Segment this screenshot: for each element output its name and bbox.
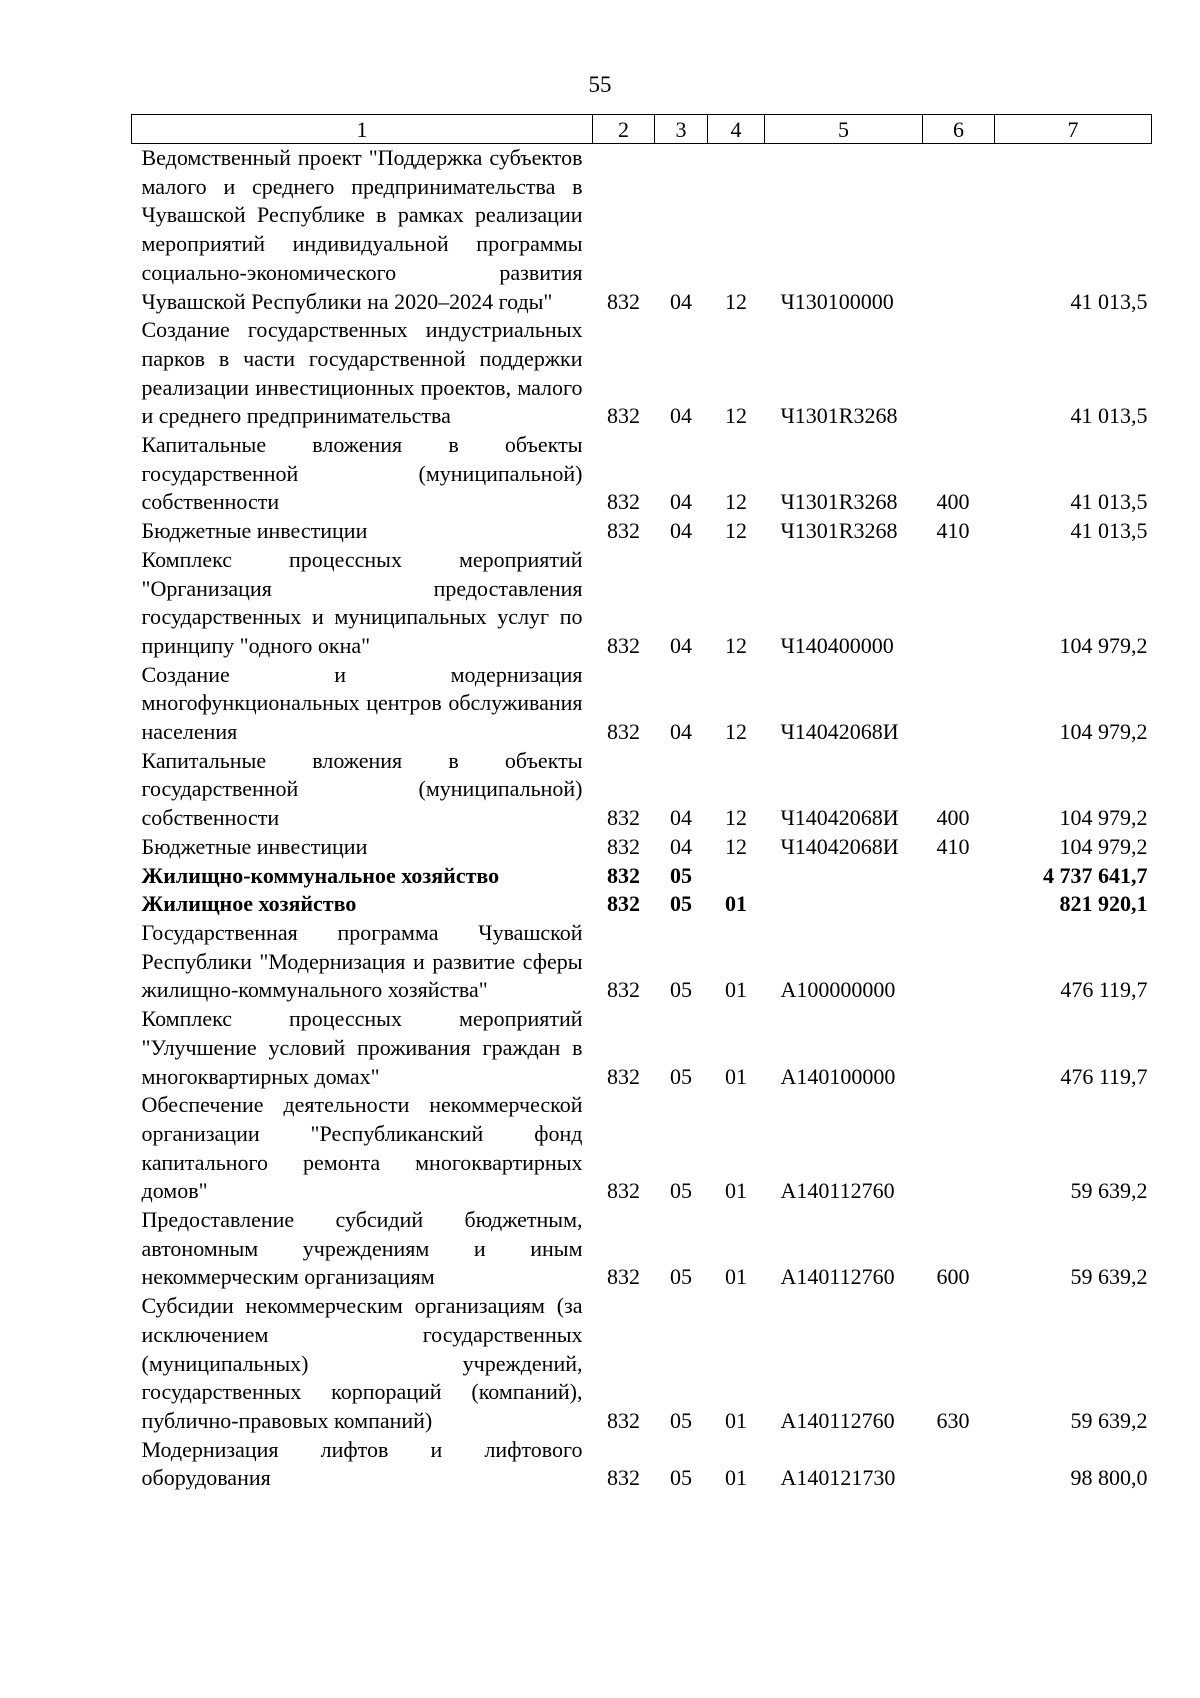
row-grbs-cell: 832 xyxy=(607,1465,640,1491)
row-section-cell: 04 xyxy=(670,833,692,859)
row-grbs-cell: 832 xyxy=(607,719,640,745)
row-subsection-cell: 12 xyxy=(725,632,747,658)
table-row xyxy=(132,661,1152,747)
table-row xyxy=(132,1091,1152,1206)
table-row xyxy=(132,747,1152,833)
row-subsection-cell: 01 xyxy=(725,977,747,1003)
row-section-cell: 04 xyxy=(670,518,692,544)
row-grbs-cell: 832 xyxy=(607,1063,640,1089)
table-row xyxy=(132,517,1152,546)
row-target-article-cell: Ч14042068И xyxy=(780,833,899,859)
row-target-article-cell: Ч1301R3268 xyxy=(780,489,898,515)
row-name-cell: Государственная программа Чувашской Республики "Модернизация и развитие сферы жилищно-коммунального хозяйства" xyxy=(141,919,583,1003)
row-section-cell: 05 xyxy=(670,1178,692,1204)
row-subsection-cell: 12 xyxy=(725,833,747,859)
row-name-cell: Предоставление субсидий бюджетным, автономным учреждениям и иным некоммерческим организациям xyxy=(141,1207,583,1290)
row-name-cell: Жилищное хозяйство xyxy=(141,891,357,917)
row-section-cell: 04 xyxy=(670,288,692,314)
row-section-cell: 05 xyxy=(670,891,692,917)
table-body xyxy=(132,144,1152,1494)
row-target-article-cell xyxy=(765,890,923,919)
row-section-cell: 05 xyxy=(670,1063,692,1089)
table-row xyxy=(132,1436,1152,1493)
row-target-article-cell: А140112760 xyxy=(780,1178,895,1204)
table-row xyxy=(132,1005,1152,1091)
row-expense-type-cell xyxy=(923,1005,995,1091)
row-amount-cell: 59 639,2 xyxy=(1070,1178,1148,1204)
row-name-cell: Модернизация лифтов и лифтового оборудования xyxy=(141,1436,583,1491)
column-header-expense-type: 6 xyxy=(923,115,995,144)
row-target-article-cell: Ч14042068И xyxy=(780,805,899,831)
row-amount-cell: 4 737 641,7 xyxy=(1043,862,1148,888)
row-section-cell: 04 xyxy=(670,403,692,429)
row-section-cell: 05 xyxy=(670,1264,692,1290)
row-expense-type-cell xyxy=(923,546,995,661)
row-subsection-cell: 12 xyxy=(725,805,747,831)
row-section-cell: 04 xyxy=(670,489,692,515)
row-grbs-cell: 832 xyxy=(607,833,640,859)
row-target-article-cell xyxy=(765,862,923,891)
row-section-cell: 05 xyxy=(670,862,692,888)
row-grbs-cell: 832 xyxy=(607,518,640,544)
row-amount-cell: 41 013,5 xyxy=(1070,288,1148,314)
row-subsection-cell: 01 xyxy=(725,1063,747,1089)
row-expense-type-cell: 410 xyxy=(936,518,970,544)
row-grbs-cell: 832 xyxy=(607,1178,640,1204)
row-amount-cell: 59 639,2 xyxy=(1070,1264,1148,1290)
row-expense-type-cell xyxy=(923,890,995,919)
row-target-article-cell: А140100000 xyxy=(780,1063,896,1089)
row-name-cell: Бюджетные инвестиции xyxy=(141,518,368,544)
column-header-section: 3 xyxy=(655,115,708,144)
row-amount-cell: 104 979,2 xyxy=(1059,805,1148,831)
table-row xyxy=(132,144,1152,317)
row-subsection-cell: 12 xyxy=(725,288,747,314)
page-number: 55 xyxy=(588,72,612,97)
row-amount-cell: 476 119,7 xyxy=(1060,977,1148,1003)
row-grbs-cell: 832 xyxy=(607,403,640,429)
table-row xyxy=(132,919,1152,1005)
row-expense-type-cell xyxy=(923,1436,995,1493)
row-grbs-cell: 832 xyxy=(607,805,640,831)
row-name-cell: Бюджетные инвестиции xyxy=(141,833,368,859)
row-target-article-cell: А140121730 xyxy=(780,1465,896,1491)
row-amount-cell: 41 013,5 xyxy=(1070,403,1148,429)
table-header xyxy=(132,115,1152,144)
row-subsection-cell: 12 xyxy=(725,719,747,745)
row-subsection-cell: 12 xyxy=(725,518,747,544)
row-target-article-cell: А140112760 xyxy=(780,1264,895,1290)
row-subsection-cell: 12 xyxy=(725,403,747,429)
row-amount-cell: 98 800,0 xyxy=(1070,1465,1148,1491)
column-header-amount: 7 xyxy=(995,115,1152,144)
row-grbs-cell: 832 xyxy=(607,1264,640,1290)
row-section-cell: 04 xyxy=(670,805,692,831)
row-grbs-cell: 832 xyxy=(607,891,640,917)
row-target-article-cell: Ч130100000 xyxy=(780,288,894,314)
table-row xyxy=(132,862,1152,891)
row-expense-type-cell xyxy=(923,862,995,891)
table-row xyxy=(132,316,1152,431)
row-amount-cell: 104 979,2 xyxy=(1059,719,1148,745)
row-name-cell: Ведомственный проект "Поддержка субъектов малого и среднего предпринимательства в Чувашской Республике в рамках реализации мероприятий индивидуальной программы социально-экономического развития Чувашской Республики на 2020–2024 годы" xyxy=(141,145,583,314)
row-subsection-cell xyxy=(708,862,765,891)
row-subsection-cell: 01 xyxy=(725,1264,747,1290)
row-expense-type-cell xyxy=(923,1091,995,1206)
row-subsection-cell: 01 xyxy=(725,1407,747,1433)
row-amount-cell: 41 013,5 xyxy=(1070,518,1148,544)
row-target-article-cell: Ч1301R3268 xyxy=(780,403,898,429)
row-name-cell: Создание государственных индустриальных парков в части государственной поддержки реализации инвестиционных проектов, малого и среднего предпринимательства xyxy=(141,317,583,429)
row-expense-type-cell xyxy=(923,919,995,1005)
row-name-cell: Капитальные вложения в объекты государственной (муниципальной) собственности xyxy=(141,432,583,515)
table-row xyxy=(132,1206,1152,1292)
column-header-grbs: 2 xyxy=(593,115,655,144)
row-grbs-cell: 832 xyxy=(607,489,640,515)
row-subsection-cell: 01 xyxy=(725,1465,747,1491)
row-target-article-cell: А100000000 xyxy=(780,977,896,1003)
row-name-cell: Субсидии некоммерческим организациям (за исключением государственных (муниципальных) учреждений, государственных корпораций (компаний), публично-правовых компаний) xyxy=(141,1293,583,1433)
row-subsection-cell: 12 xyxy=(725,489,747,515)
row-subsection-cell: 01 xyxy=(725,1178,747,1204)
table-row xyxy=(132,546,1152,661)
row-expense-type-cell: 410 xyxy=(936,833,970,859)
row-section-cell: 05 xyxy=(670,1465,692,1491)
row-expense-type-cell xyxy=(923,661,995,747)
row-name-cell: Создание и модернизация многофункциональных центров обслуживания населения xyxy=(141,661,583,745)
row-name-cell: Комплекс процессных мероприятий "Организация предоставления государственных и муниципальных услуг по принципу "одного окна" xyxy=(141,546,583,658)
row-target-article-cell: Ч1301R3268 xyxy=(780,518,898,544)
row-amount-cell: 59 639,2 xyxy=(1070,1407,1148,1433)
row-grbs-cell: 832 xyxy=(607,288,640,314)
row-amount-cell: 104 979,2 xyxy=(1059,632,1148,658)
row-section-cell: 05 xyxy=(670,977,692,1003)
column-header-target-article: 5 xyxy=(765,115,923,144)
row-expense-type-cell: 400 xyxy=(936,489,970,515)
row-name-cell: Капитальные вложения в объекты государственной (муниципальной) собственности xyxy=(141,747,583,831)
table-row xyxy=(132,833,1152,862)
row-amount-cell: 104 979,2 xyxy=(1059,833,1148,859)
row-expense-type-cell xyxy=(923,144,995,317)
row-target-article-cell: А140112760 xyxy=(780,1407,895,1433)
row-grbs-cell: 832 xyxy=(607,632,640,658)
table-row xyxy=(132,1292,1152,1436)
header-row xyxy=(132,115,1152,144)
row-amount-cell: 476 119,7 xyxy=(1060,1063,1148,1089)
row-target-article-cell: Ч14042068И xyxy=(780,719,899,745)
row-section-cell: 05 xyxy=(670,1407,692,1433)
budget-table xyxy=(131,114,1152,1493)
row-section-cell: 04 xyxy=(670,719,692,745)
column-header-name: 1 xyxy=(132,115,593,144)
row-expense-type-cell: 400 xyxy=(936,805,970,831)
row-expense-type-cell xyxy=(923,316,995,431)
row-grbs-cell: 832 xyxy=(607,1407,640,1433)
row-grbs-cell: 832 xyxy=(607,862,640,888)
row-amount-cell: 821 920,1 xyxy=(1059,891,1148,917)
row-name-cell: Жилищно-коммунальное хозяйство xyxy=(141,862,500,888)
row-target-article-cell: Ч140400000 xyxy=(780,632,894,658)
row-expense-type-cell: 630 xyxy=(936,1407,970,1433)
row-section-cell: 04 xyxy=(670,632,692,658)
row-name-cell: Обеспечение деятельности некоммерческой организации "Республиканский фонд капитального ремонта многоквартирных домов" xyxy=(141,1092,583,1204)
row-name-cell: Комплекс процессных мероприятий "Улучшение условий проживания граждан в многоквартирных домах" xyxy=(141,1006,583,1089)
table-row xyxy=(132,431,1152,517)
row-subsection-cell: 01 xyxy=(725,891,747,917)
row-grbs-cell: 832 xyxy=(607,977,640,1003)
table-row xyxy=(132,890,1152,919)
row-amount-cell: 41 013,5 xyxy=(1070,489,1148,515)
row-expense-type-cell: 600 xyxy=(936,1264,970,1290)
column-header-subsection: 4 xyxy=(708,115,765,144)
